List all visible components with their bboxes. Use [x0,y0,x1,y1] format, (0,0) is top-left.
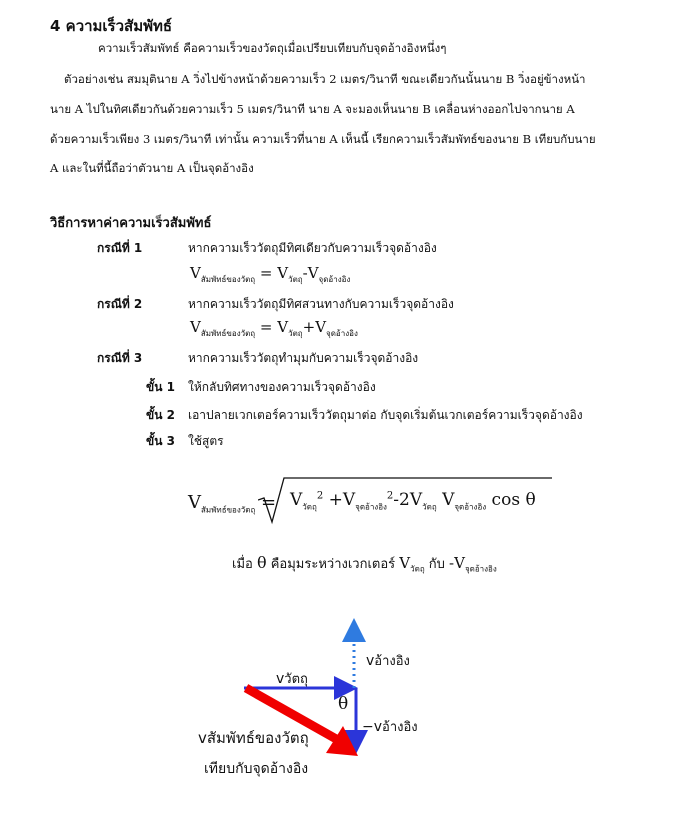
case-3-text: หากความเร็ววัตถุทำมุมกับความเร็วจุดอ้างอิง [188,351,419,365]
page-heading: 4 ความเร็วสัมพัทธ์ [50,17,173,35]
intro-line-4: ด้วยความเร็วเพียง 3 เมตร/วินาที เท่านั้น ความเร็วที่นาย A เห็นนี้ เรียกความเร็วสัมพัทธ์ของนาย B เทียบกับนาย [50,132,596,146]
intro-line-2: ตัวอย่างเช่น สมมุตินาย A วิ่งไปข้างหน้าด้วยความเร็ว 2 เมตร/วินาที ขณะเดียวกันนั้นนาย B วิ่งอยู่ข้างหน้า [64,72,586,86]
case-3-label: กรณีที่ 3 [97,351,143,365]
intro-line-1: ความเร็วสัมพัทธ์ คือความเร็วของวัตถุเมื่อเปรียบเทียบกับจุดอ้างอิงหนึ่งๆ [98,41,447,55]
reference-velocity-label: vอ้างอิง [366,653,410,669]
case-1-formula: $V_{สัมพัทธ์ของวัตถุ} = V_{วัตถุ}-V_{จุดอ้างอิง}$ [190,264,351,284]
relative-velocity-label: vสัมพัทธ์ของวัตถุ [198,729,309,747]
theta-definition: เมื่อ θ คือมุมระหว่างเวกเตอร์ $V_{วัตถุ}$ กับ $-V_{จุดอ้างอิง}$ [232,553,497,574]
object-velocity-label: vวัตถุ [276,671,308,687]
step-3-label: ขั้น 3 [146,434,175,448]
case-2-formula: $V_{สัมพัทธ์ของวัตถุ} = V_{วัตถุ}+V_{จุดอ้างอิง}$ [190,318,358,338]
case-2-label: กรณีที่ 2 [97,297,143,311]
big-formula-lhs: $V_{สัมพัทธ์ของวัตถุ}$ = [188,492,277,515]
step-2-label: ขั้น 2 [146,408,175,422]
intro-line-3: นาย A ไปในทิศเดียวกันด้วยความเร็ว 5 เมตร/วินาที นาย A จะมองเห็นนาย B เคลื่อนห่างออกไปจากนาย A [50,102,575,116]
step-3-text: ใช้สูตร [188,434,224,448]
step-1-text: ให้กลับทิศทางของความเร็วจุดอ้างอิง [188,380,376,394]
big-formula-radicand: $V_{วัตถุ}^2 +V_{จุดอ้างอิง}^2-2V_{วัตถุ}$ $V_{จุดอ้างอิง}$ cos θ [290,490,536,512]
intro-line-5: A และในที่นี้ถือว่าตัวนาย A เป็นจุดอ้างอิง [50,161,254,175]
angle-theta-label: θ [338,694,349,714]
step-1-label: ขั้น 1 [146,380,175,394]
case-2-text: หากความเร็ววัตถุมีทิศสวนทางกับความเร็วจุดอ้างอิง [188,297,454,311]
step-2-text: เอาปลายเวกเตอร์ความเร็ววัตถุมาต่อ กับจุดเริ่มต้นเวกเตอร์ความเร็วจุดอ้างอิง [188,408,583,422]
negative-reference-velocity-label: −vอ้างอิง [362,719,418,735]
case-1-label: กรณีที่ 1 [97,241,143,255]
section-title: วิธีการหาค่าความเร็วสัมพัทธ์ [50,216,212,231]
relative-velocity-caption: เทียบกับจุดอ้างอิง [204,761,309,777]
case-1-text: หากความเร็ววัตถุมีทิศเดียวกับความเร็วจุดอ้างอิง [188,241,437,255]
